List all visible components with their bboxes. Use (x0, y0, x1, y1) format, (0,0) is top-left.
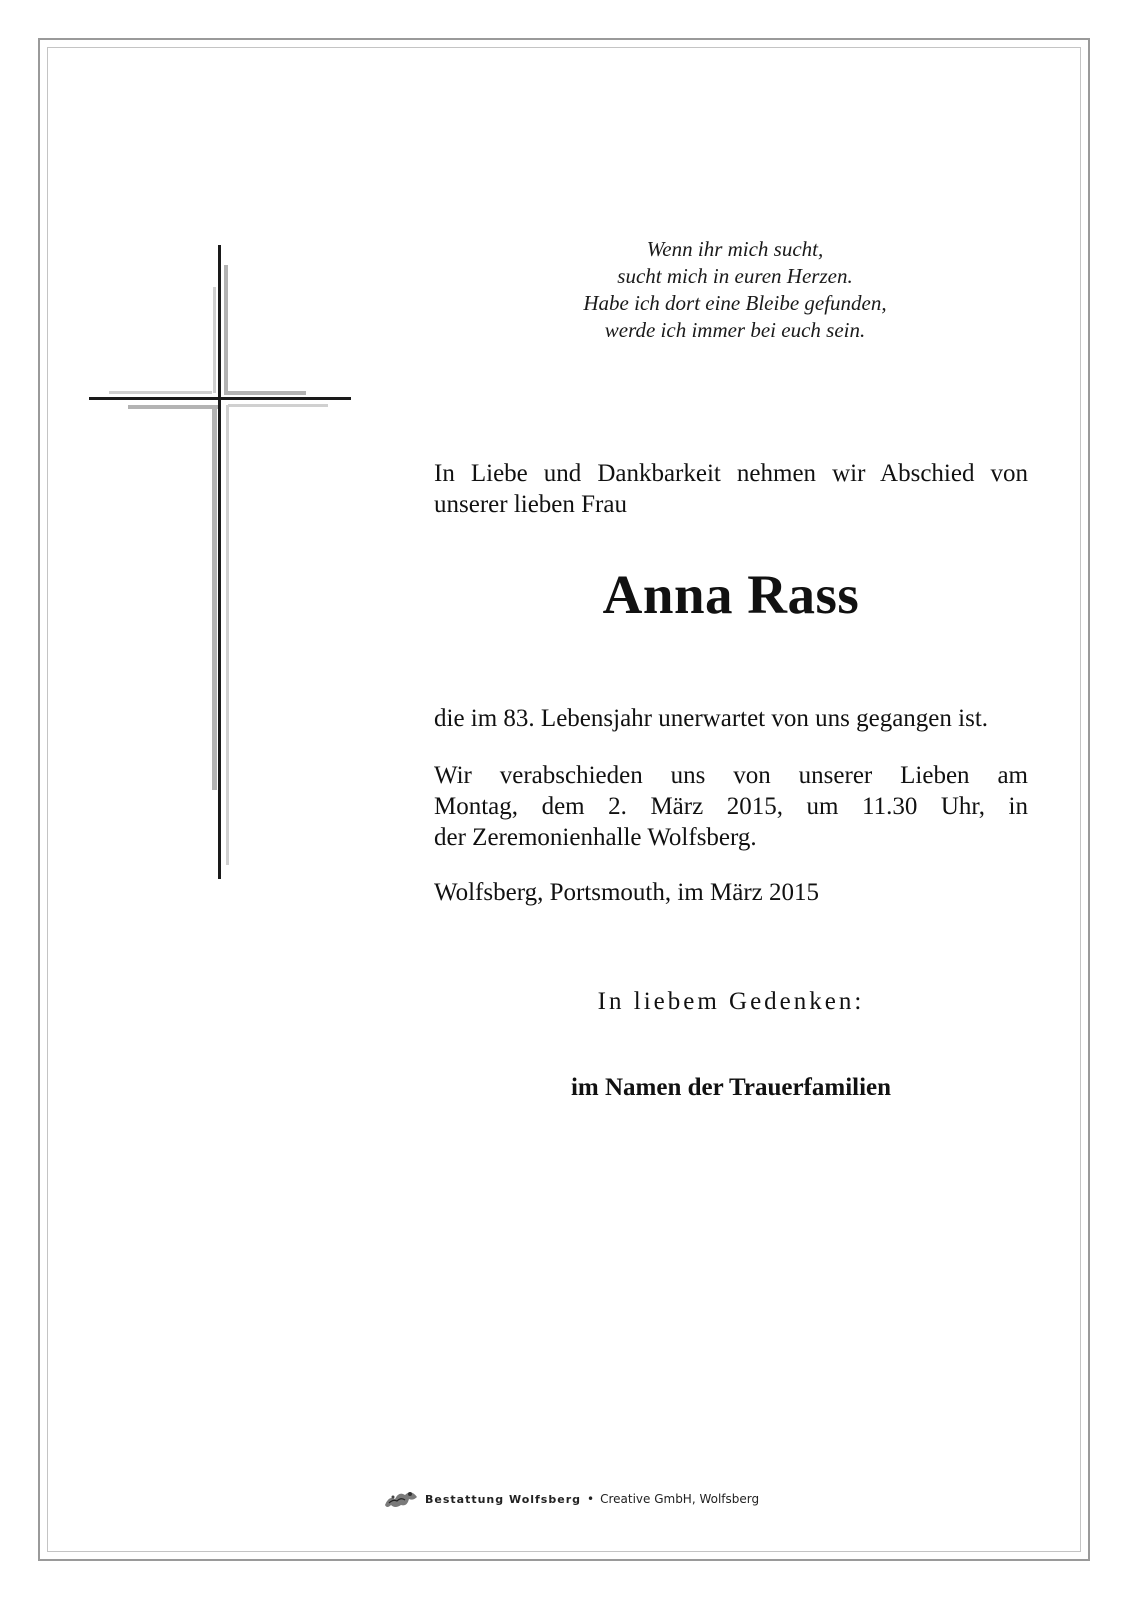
remembrance-heading: In liebem Gedenken: (597, 988, 865, 1015)
service-info (434, 760, 1028, 853)
verse-line: Habe ich dort eine Bleibe gefunden, (583, 291, 887, 315)
family-signature: im Namen der Trauerfamilien (570, 1074, 892, 1101)
footer-company: Creative GmbH, Wolfsberg (600, 1492, 760, 1506)
intro-text (434, 458, 1028, 520)
service-line-2: Montag, dem 2. März 2015, um 11.30 Uhr, in (434, 793, 1028, 820)
verse (540, 236, 930, 344)
verse-line: werde ich immer bei euch sein. (604, 318, 866, 342)
footer (383, 1486, 759, 1512)
cross-shadow-vertical-lower-left (212, 405, 217, 790)
footer-separator: • (587, 1492, 595, 1506)
verse-line: Wenn ihr mich sucht, (646, 237, 824, 261)
cross-shadow-vertical-upper-left (213, 287, 216, 393)
intro-line-1: In Liebe und Dankbarkeit nehmen wir Abschied von (434, 460, 1028, 487)
service-line-3: der Zeremonienhalle Wolfsberg. (434, 824, 757, 851)
cross-vertical-bar (218, 245, 221, 879)
cross-shadow-vertical-lower-right (226, 405, 229, 865)
cross-shadow-horizontal-lower (128, 405, 218, 409)
age-line: die im 83. Lebensjahr unerwartet von uns gegangen ist. (434, 705, 989, 732)
cross-shadow-horizontal-left (109, 391, 212, 394)
verse-line: sucht mich in euren Herzen. (617, 264, 853, 288)
place-date: Wolfsberg, Portsmouth, im März 2015 (434, 879, 819, 906)
intro-line-2: unserer lieben Frau (434, 491, 627, 518)
bestattung-logo-icon (383, 1485, 419, 1514)
footer-brand: Bestattung Wolfsberg (425, 1492, 581, 1506)
cross-shadow-horizontal-right (224, 391, 306, 395)
cross-shadow-horizontal-right-lower (228, 404, 328, 407)
cross-icon (85, 245, 355, 885)
cross-shadow-vertical-upper (224, 265, 228, 395)
service-line-1: Wir verabschieden uns von unserer Lieben am (434, 762, 1028, 789)
deceased-name: Anna Rass (602, 564, 860, 625)
cross-horizontal-bar (89, 397, 351, 400)
